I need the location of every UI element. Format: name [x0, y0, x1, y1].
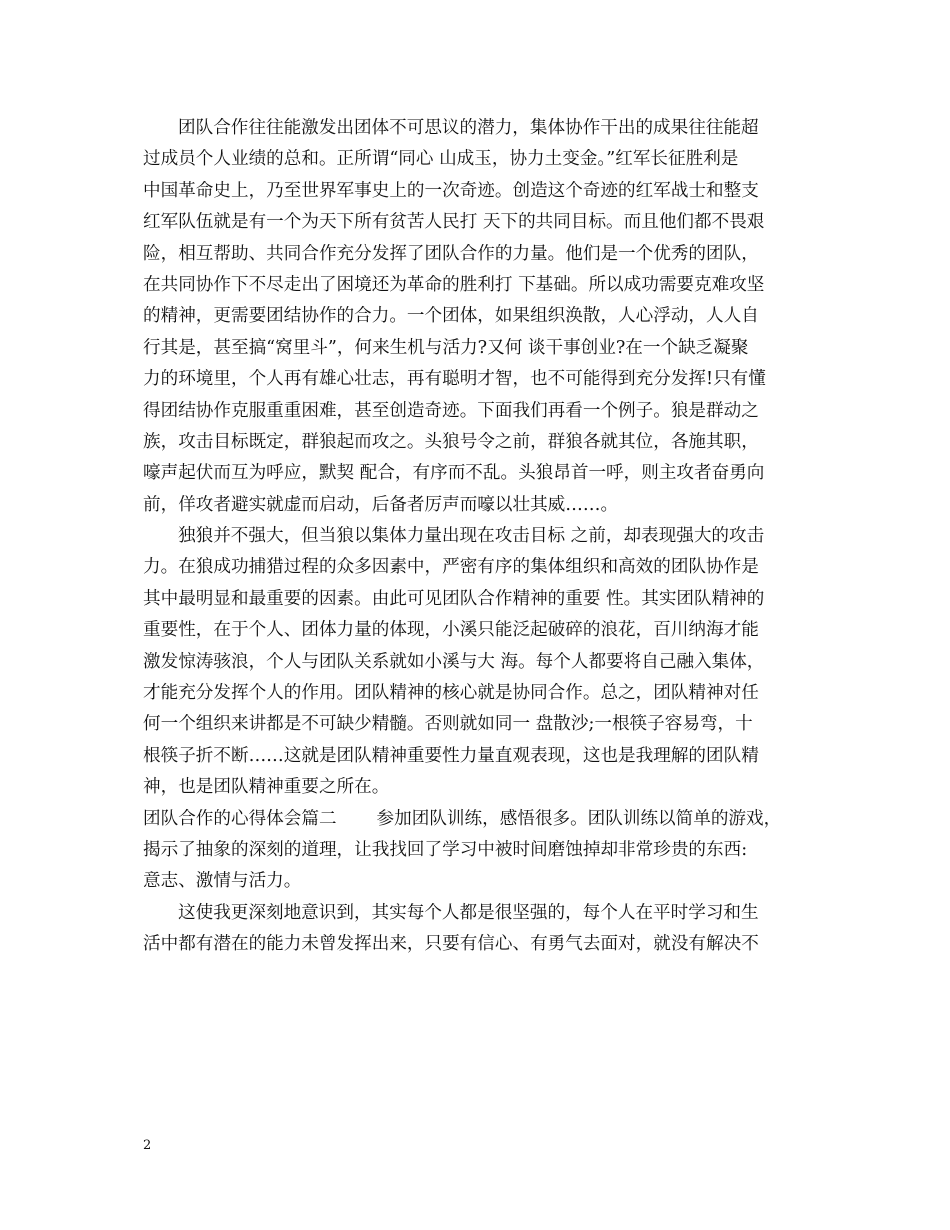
text-line: 才能充分发挥个人的作用。团队精神的核心就是协同合作。总之，团队精神对任 — [143, 683, 759, 704]
text-line: 神，也是团队精神重要之所在。 — [143, 777, 390, 798]
text-line: 根筷子折不断……这就是团队精神重要性力量直观表现，这也是我理解的团队精 — [143, 745, 759, 766]
body-text — [143, 113, 808, 961]
text-line: 险，相互帮助、共同合作充分发挥了团队合作的力量。他们是一个优秀的团队， — [143, 243, 759, 264]
text-line: 激发惊涛骇浪，个人与团队关系就如小溪与大 海。每个人都要将自己融入集体， — [143, 651, 765, 672]
page-number: 2 — [143, 1138, 152, 1153]
text-line: 揭示了抽象的深刻的道理，让我找回了学习中被时间磨蚀掉却非常珍贵的东西: — [143, 839, 748, 860]
text-line: 力的环境里，个人再有雄心壮志，再有聪明才智，也不可能得到充分发挥!只有懂 — [143, 369, 766, 390]
text-line: 族，攻击目标既定，群狼起而攻之。头狼号令之前，群狼各就其位，各施其职， — [143, 431, 759, 452]
text-line: 在共同协作下不尽走出了困境还为革命的胜利打 下基础。所以成功需要克难攻坚 — [143, 274, 765, 295]
text-line: 嚎声起伏而互为呼应，默契 配合，有序而不乱。头狼昂首一呼，则主攻者奋勇向 — [143, 463, 765, 484]
text-line: 团队合作往往能激发出团体不可思议的潜力，集体协作干出的成果往往能超 — [178, 118, 759, 138]
text-line: 的精神，更需要团结协作的合力。一个团体，如果组织涣散，人心浮动，人人自 — [143, 306, 759, 327]
text-line: 这使我更深刻地意识到，其实每个人都是很坚强的，每个人在平时学习和生 — [178, 902, 759, 923]
text-line — [143, 804, 808, 835]
text-line: 中国革命史上，乃至世界军事史上的一次奇迹。创造这个奇迹的红军战士和整支 — [143, 180, 759, 201]
text-line: 重要性，在于个人、团体力量的体现，小溪只能泛起破碎的浪花，百川纳海才能 — [143, 620, 759, 641]
text-line: 独狼并不强大，但当狼以集体力量出现在攻击目标 之前，却表现强大的攻击 — [178, 526, 765, 547]
text-segment: 团队合作的心得体会篇二 — [143, 808, 337, 829]
text-line: 何一个组织来讲都是不可缺少精髓。否则就如同一 盘散沙;一根筷子容易弯，十 — [143, 714, 753, 735]
text-line: 力。在狼成功捕猎过程的众多因素中，严密有序的集体组织和高效的团队协作是 — [143, 557, 759, 578]
text-line: 前，佯攻者避实就虚而启动，后备者厉声而嚎以壮其威……。 — [143, 494, 619, 515]
text-line: 得团结协作克服重重困难，甚至创造奇迹。下面我们再看一个例子。狼是群动之 — [143, 400, 759, 421]
text-segment: 参加团队训练，感悟很多。团队训练以简单的游戏， — [376, 808, 782, 829]
text-line: 过成员个人业绩的总和。正所谓“同心 山成玉，协力土变金。”红军长征胜利是 — [143, 149, 739, 170]
text-line: 红军队伍就是有一个为天下所有贫苦人民打 天下的共同目标。而且他们都不畏艰 — [143, 212, 765, 233]
text-line: 活中都有潜在的能力未曾发挥出来，只要有信心、有勇气去面对，就没有解决不 — [143, 934, 759, 955]
text-line: 其中最明显和最重要的因素。由此可见团队合作精神的重要 性。其实团队精神的 — [143, 588, 765, 609]
text-line: 意志、激情与活力。 — [143, 871, 302, 892]
text-line: 行其是，甚至搞“窝里斗”，何来生机与活力?又何 谈干事创业?在一个缺乏凝聚 — [143, 337, 749, 358]
